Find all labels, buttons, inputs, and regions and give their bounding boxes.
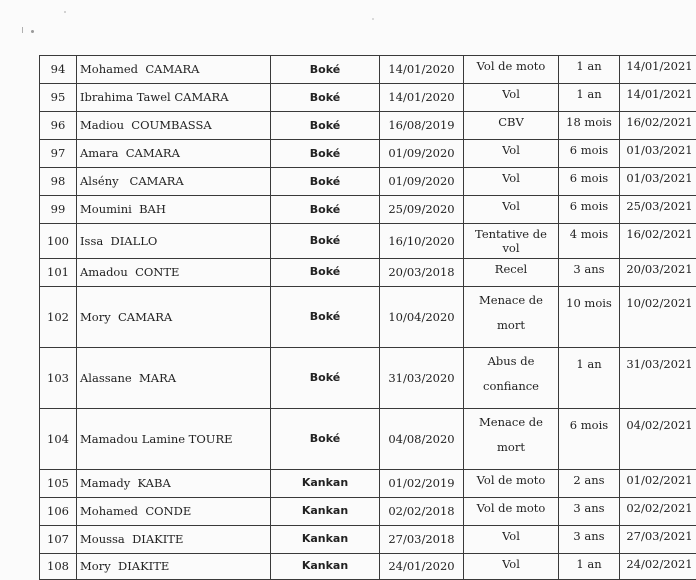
table-row (40, 196, 696, 224)
offense (464, 408, 559, 469)
detention-date: 14/01/2020 (380, 56, 464, 84)
offense-line: confiance (483, 379, 539, 394)
offense: Vol de moto (464, 56, 559, 84)
offense: Vol (464, 196, 559, 224)
sentence: 6 mois (559, 140, 620, 168)
detainee-name: Moussa DIAKITE (77, 525, 271, 553)
release-date: 01/02/2021 (620, 469, 696, 497)
row-number: 101 (40, 258, 77, 286)
sentence: 3 ans (559, 258, 620, 286)
table-row (40, 497, 696, 525)
detainee-name: Mohamed CONDE (77, 497, 271, 525)
region: Boké (271, 112, 380, 140)
detainee-name: Amara CAMARA (77, 140, 271, 168)
detainee-name: Ibrahima Tawel CAMARA (77, 84, 271, 112)
offense: Vol (464, 168, 559, 196)
offense-line: Menace de (479, 414, 543, 429)
offense: Recel (464, 258, 559, 286)
sentence: 1 an (559, 56, 620, 84)
release-date: 25/03/2021 (620, 196, 696, 224)
sentence: 18 mois (559, 112, 620, 140)
release-date: 14/01/2021 (620, 56, 696, 84)
sentence: 10 mois (559, 286, 620, 347)
region: Boké (271, 140, 380, 168)
region: Boké (271, 347, 380, 408)
table-row (40, 84, 696, 112)
offense: Vol (464, 84, 559, 112)
table-row (40, 525, 696, 553)
detention-date: 16/08/2019 (380, 112, 464, 140)
table-row (40, 112, 696, 140)
release-date: 27/03/2021 (620, 525, 696, 553)
detainee-name: Mamady KABA (77, 469, 271, 497)
detention-date: 01/02/2019 (380, 469, 464, 497)
detainee-name: Issa DIALLO (77, 224, 271, 259)
row-number: 98 (40, 168, 77, 196)
table-row (40, 408, 696, 469)
detention-date: 04/08/2020 (380, 408, 464, 469)
detainee-name: Mohamed CAMARA (77, 56, 271, 84)
detainee-name: Moumini BAH (77, 196, 271, 224)
offense-line: Abus de (487, 353, 535, 368)
sentence: 1 an (559, 84, 620, 112)
scan-speck (372, 18, 374, 20)
table-row (40, 553, 696, 579)
detention-date: 01/09/2020 (380, 140, 464, 168)
detention-date: 02/02/2018 (380, 497, 464, 525)
row-number: 102 (40, 286, 77, 347)
table-row (40, 224, 696, 259)
table-row (40, 56, 696, 84)
region: Boké (271, 168, 380, 196)
detainee-name: Mory DIAKITE (77, 553, 271, 579)
region: Kankan (271, 497, 380, 525)
offense-line: Menace de (479, 292, 543, 307)
row-number: 107 (40, 525, 77, 553)
row-number: 96 (40, 112, 77, 140)
region: Kankan (271, 469, 380, 497)
offense-line: mort (497, 318, 525, 333)
sentence: 6 mois (559, 168, 620, 196)
table-row (40, 469, 696, 497)
detainee-name: Alsény CAMARA (77, 168, 271, 196)
detention-date: 27/03/2018 (380, 525, 464, 553)
row-number: 105 (40, 469, 77, 497)
region: Kankan (271, 553, 380, 579)
release-date: 16/02/2021 (620, 112, 696, 140)
release-date: 31/03/2021 (620, 347, 696, 408)
row-number: 97 (40, 140, 77, 168)
sentence: 4 mois (559, 224, 620, 259)
offense: Vol (464, 140, 559, 168)
region: Boké (271, 286, 380, 347)
region: Boké (271, 196, 380, 224)
detainee-table (39, 55, 696, 580)
detainee-name: Mory CAMARA (77, 286, 271, 347)
detention-date: 31/03/2020 (380, 347, 464, 408)
release-date: 10/02/2021 (620, 286, 696, 347)
table-row (40, 347, 696, 408)
row-number: 100 (40, 224, 77, 259)
region: Boké (271, 56, 380, 84)
sentence: 1 an (559, 553, 620, 579)
offense (464, 286, 559, 347)
region: Kankan (271, 525, 380, 553)
offense: Vol (464, 553, 559, 579)
detainee-name: Alassane MARA (77, 347, 271, 408)
detainee-name: Mamadou Lamine TOURE (77, 408, 271, 469)
row-number: 94 (40, 56, 77, 84)
sentence: 2 ans (559, 469, 620, 497)
sentence: 1 an (559, 347, 620, 408)
detention-date: 25/09/2020 (380, 196, 464, 224)
detention-date: 20/03/2018 (380, 258, 464, 286)
offense (464, 347, 559, 408)
release-date: 01/03/2021 (620, 168, 696, 196)
detention-date: 24/01/2020 (380, 553, 464, 579)
offense: Vol de moto (464, 469, 559, 497)
release-date: 01/03/2021 (620, 140, 696, 168)
region: Boké (271, 84, 380, 112)
scan-speck (22, 27, 23, 33)
scan-speck (31, 30, 34, 33)
detention-date: 14/01/2020 (380, 84, 464, 112)
release-date: 14/01/2021 (620, 84, 696, 112)
detainee-name: Amadou CONTE (77, 258, 271, 286)
release-date: 16/02/2021 (620, 224, 696, 259)
offense: Vol (464, 525, 559, 553)
offense: Vol de moto (464, 497, 559, 525)
detention-date: 01/09/2020 (380, 168, 464, 196)
offense: CBV (464, 112, 559, 140)
row-number: 99 (40, 196, 77, 224)
offense: Tentative de vol (464, 224, 559, 259)
release-date: 04/02/2021 (620, 408, 696, 469)
table-row (40, 258, 696, 286)
row-number: 106 (40, 497, 77, 525)
region: Boké (271, 408, 380, 469)
sentence: 6 mois (559, 196, 620, 224)
detainee-name: Madiou COUMBASSA (77, 112, 271, 140)
row-number: 103 (40, 347, 77, 408)
release-date: 24/02/2021 (620, 553, 696, 579)
sentence: 3 ans (559, 497, 620, 525)
row-number: 95 (40, 84, 77, 112)
region: Boké (271, 224, 380, 259)
row-number: 104 (40, 408, 77, 469)
release-date: 02/02/2021 (620, 497, 696, 525)
region: Boké (271, 258, 380, 286)
release-date: 20/03/2021 (620, 258, 696, 286)
detention-date: 10/04/2020 (380, 286, 464, 347)
table-row (40, 168, 696, 196)
detention-date: 16/10/2020 (380, 224, 464, 259)
row-number: 108 (40, 553, 77, 579)
table-row (40, 286, 696, 347)
scan-speck (64, 11, 66, 13)
sentence: 6 mois (559, 408, 620, 469)
offense-line: mort (497, 440, 525, 455)
sentence: 3 ans (559, 525, 620, 553)
table-row (40, 140, 696, 168)
